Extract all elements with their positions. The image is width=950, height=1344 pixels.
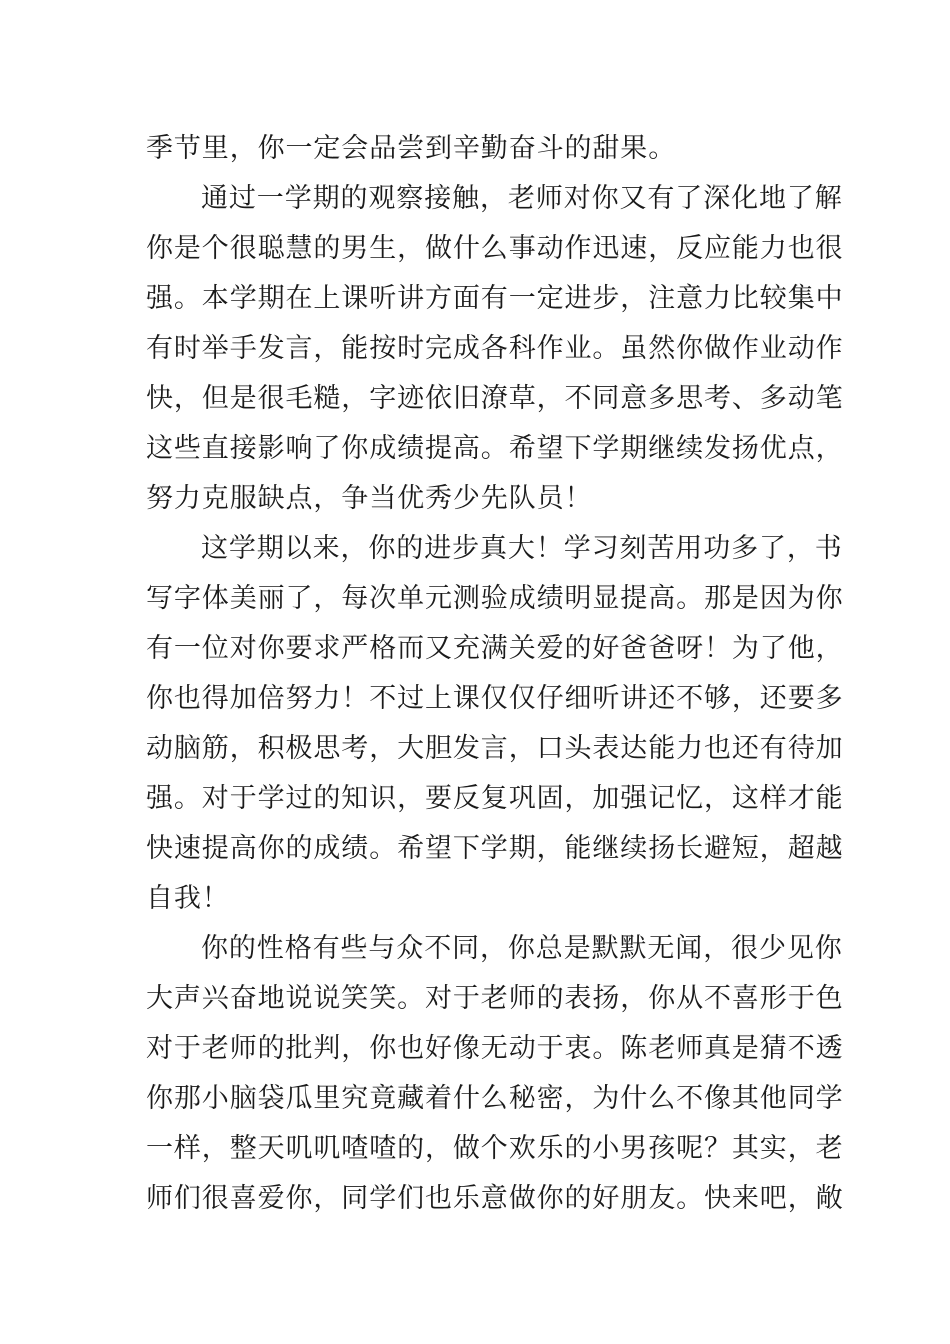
text-line: 你也得加倍努力！不过上课仅仅仔细听讲还不够，还要多 [146, 683, 844, 714]
text-line: 这些直接影响了你成绩提高。希望下学期继续发扬优点， [146, 433, 844, 464]
text-line: 强。对于学过的知识，要反复巩固，加强记忆，这样才能 [146, 783, 844, 814]
text-line: 你是个很聪慧的男生，做什么事动作迅速，反应能力也很 [146, 233, 844, 264]
text-line: 有一位对你要求严格而又充满关爱的好爸爸呀！为了他， [146, 633, 844, 664]
text-line: 自我！ [146, 883, 230, 914]
text-line: 对于老师的批判，你也好像无动于衷。陈老师真是猜不透 [146, 1033, 844, 1064]
text-line: 通过一学期的观察接触，老师对你又有了深化地了解 [201, 183, 843, 214]
text-line: 写字体美丽了，每次单元测验成绩明显提高。那是因为你 [146, 583, 844, 614]
text-line: 大声兴奋地说说笑笑。对于老师的表扬，你从不喜形于色 [146, 983, 844, 1014]
text-line: 你那小脑袋瓜里究竟藏着什么秘密，为什么不像其他同学 [146, 1083, 844, 1114]
text-line: 努力克服缺点，争当优秀少先队员！ [146, 483, 593, 514]
text-line: 你的性格有些与众不同，你总是默默无闻，很少见你 [201, 933, 843, 964]
text-line: 有时举手发言，能按时完成各科作业。虽然你做作业动作 [146, 333, 844, 364]
text-line: 师们很喜爱你，同学们也乐意做你的好朋友。快来吧，敞 [146, 1183, 844, 1214]
text-line: 季节里，你一定会品尝到辛勤奋斗的甜果。 [146, 133, 677, 164]
text-line: 这学期以来，你的进步真大！学习刻苦用功多了，书 [201, 533, 843, 564]
text-line: 强。本学期在上课听讲方面有一定进步，注意力比较集中 [146, 283, 844, 314]
text-line: 动脑筋，积极思考，大胆发言，口头表达能力也还有待加 [146, 733, 844, 764]
text-line: 一样，整天叽叽喳喳的，做个欢乐的小男孩呢？其实，老 [146, 1133, 844, 1164]
text-line: 快，但是很毛糙，字迹依旧潦草，不同意多思考、多动笔 [146, 383, 844, 414]
body-text [146, 124, 844, 1224]
text-line: 快速提高你的成绩。希望下学期，能继续扬长避短，超越 [146, 833, 844, 864]
